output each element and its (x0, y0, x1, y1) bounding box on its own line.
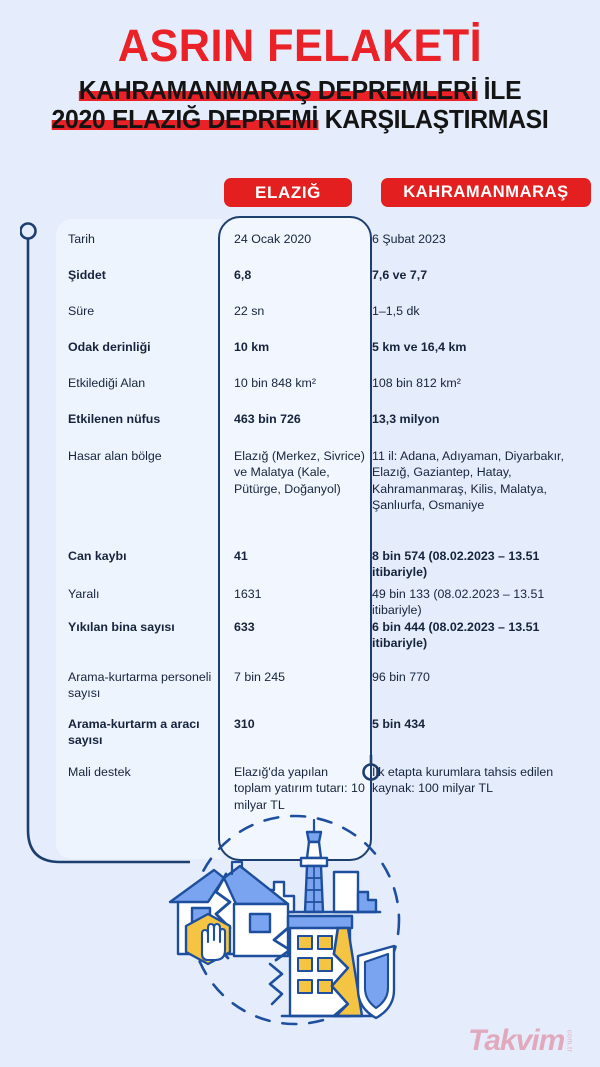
earthquake-damage-illustration (162, 808, 428, 1040)
watermark (468, 1021, 594, 1061)
table-row (0, 327, 600, 363)
row-label: Can kaybı (68, 549, 127, 563)
page-subtitle (0, 77, 600, 134)
row-value-kahramanmaras: 8 bin 574 (08.02.2023 – 13.51 itibariyle) (372, 549, 540, 580)
table-row (0, 704, 600, 752)
table-row (0, 363, 600, 399)
row-value-elazig: 7 bin 245 (234, 670, 285, 684)
row-value-elazig: Elazığ (Merkez, Sivrice) ve Malatya (Kale, Pütürge, Doğanyol) (234, 449, 365, 496)
table-row (0, 607, 600, 657)
row-value-elazig: 463 bin 726 (234, 412, 301, 426)
row-value-kahramanmaras: 6 bin 444 (08.02.2023 – 13.51 itibariyle) (372, 620, 540, 651)
communication-tower-icon (301, 820, 327, 912)
row-value-elazig: 22 sn (234, 304, 265, 318)
row-value-elazig: 41 (234, 549, 248, 563)
row-label: Etkilediği Alan (68, 376, 146, 390)
row-value-kahramanmaras: 13,3 milyon (372, 412, 440, 426)
row-label: Yıkılan bina sayısı (68, 620, 175, 634)
table-row (0, 399, 600, 436)
subtitle-line-1 (9, 77, 591, 106)
shield-icon (358, 946, 394, 1018)
row-label: Tarih (68, 232, 95, 246)
table-row (0, 291, 600, 327)
watermark-text: Takvim (468, 1024, 565, 1057)
page-title: ASRIN FELAKETİ (117, 20, 483, 71)
subtitle-line-2-highlight: 2020 ELAZIĞ DEPREMİ (51, 105, 319, 134)
watermark-suffix: com.tr (565, 1029, 573, 1053)
row-value-elazig: 10 km (234, 340, 270, 354)
row-label: Hasar alan bölge (68, 449, 162, 463)
row-value-elazig: 24 Ocak 2020 (234, 232, 312, 246)
row-label: Odak derinliği (68, 340, 151, 354)
row-value-kahramanmaras: 96 bin 770 (372, 670, 430, 684)
subtitle-line-2-rest: KARŞILAŞTIRMASI (318, 105, 549, 134)
subtitle-line-2 (9, 106, 591, 135)
row-value-kahramanmaras: 5 bin 434 (372, 717, 426, 731)
row-value-kahramanmaras: 7,6 ve 7,7 (372, 268, 428, 282)
row-value-kahramanmaras: 1–1,5 dk (372, 304, 420, 318)
row-label: Arama-kurtarma personeli sayısı (68, 670, 212, 701)
row-label: Yaralı (68, 587, 100, 601)
stop-hand-icon (186, 914, 230, 964)
comparison-table (0, 219, 600, 822)
row-value-elazig: 310 (234, 717, 255, 731)
column-header-kahramanmaras: KAHRAMANMARAŞ (381, 178, 591, 207)
title-block (0, 22, 600, 134)
subtitle-line-1-highlight: KAHRAMANMARAŞ DEPREMLERİ (78, 77, 478, 106)
row-value-kahramanmaras: 5 km ve 16,4 km (372, 340, 467, 354)
row-label: Arama-kurtarm a aracı sayısı (68, 717, 200, 748)
row-label: Mali destek (68, 765, 131, 779)
row-value-kahramanmaras: İlk etapta kurumlara tahsis edilen kaynak: 100 milyar TL (372, 765, 554, 796)
row-value-kahramanmaras: 11 il: Adana, Adıyaman, Diyarbakır, Elazığ, Gaziantep, Hatay, Kahramanmaraş, Kilis, Malatya, Şanlıurfa, Osmaniye (372, 449, 564, 513)
row-value-elazig: 633 (234, 620, 255, 634)
row-value-elazig: 10 bin 848 km² (234, 376, 316, 390)
row-value-elazig: 1631 (234, 587, 262, 601)
row-value-kahramanmaras: 49 bin 133 (08.02.2023 – 13.51 itibariyle) (372, 587, 545, 618)
table-row (0, 574, 600, 618)
table-row (0, 255, 600, 291)
row-label: Etkilenen nüfus (68, 412, 161, 426)
row-value-elazig: 6,8 (234, 268, 252, 282)
table-row (0, 436, 600, 536)
row-value-kahramanmaras: 108 bin 812 km² (372, 376, 461, 390)
row-label: Süre (68, 304, 95, 318)
subtitle-line-1-rest: İLE (477, 77, 522, 106)
row-value-elazig: Elazığ'da yapılan toplam yatırım tutarı: 10 milyar TL (234, 765, 365, 812)
table-row (0, 536, 600, 580)
table-row (0, 657, 600, 704)
row-value-kahramanmaras: 6 Şubat 2023 (372, 232, 446, 246)
column-header-elazig: ELAZIĞ (224, 178, 352, 207)
row-label: Şiddet (68, 268, 106, 282)
table-row (0, 219, 600, 255)
